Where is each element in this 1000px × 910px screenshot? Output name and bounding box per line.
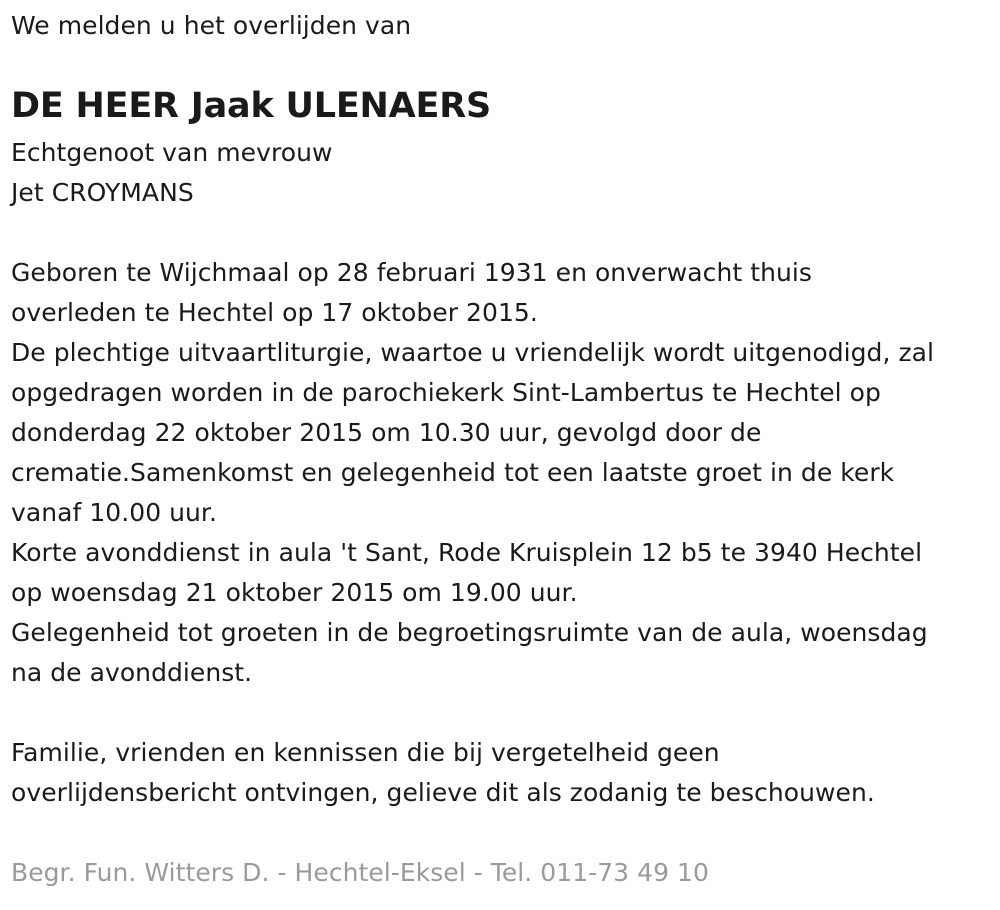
details-line: vanaf 10.00 uur. — [11, 498, 217, 527]
details-line: Geboren te Wijchmaal op 28 februari 1931 en onverwacht thuis — [11, 258, 812, 287]
closing-note — [11, 733, 875, 813]
details-line: op woensdag 21 oktober 2015 om 19.00 uur. — [11, 578, 578, 607]
intro-text: We melden u het overlijden van — [11, 11, 412, 40]
details-line: Gelegenheid tot groeten in de begroetingsruimte van de aula, woensdag — [11, 618, 928, 647]
spouse-line: Echtgenoot van mevrouw — [11, 138, 333, 167]
closing-line: Familie, vrienden en kennissen die bij vergetelheid geen — [11, 738, 720, 767]
details-line: overleden te Hechtel op 17 oktober 2015. — [11, 298, 538, 327]
undertaker-credit: Begr. Fun. Witters D. - Hechtel-Eksel - Tel. 011-73 49 10 — [11, 858, 709, 887]
details-line: na de avonddienst. — [11, 658, 253, 687]
deceased-name: DE HEER Jaak ULENAERS — [11, 86, 491, 126]
spouse-line: Jet CROYMANS — [11, 178, 194, 207]
details-line: De plechtige uitvaartliturgie, waartoe u vriendelijk wordt uitgenodigd, zal — [11, 338, 934, 367]
details-line: donderdag 22 oktober 2015 om 10.30 uur, gevolgd door de — [11, 418, 762, 447]
details-line: Korte avonddienst in aula 't Sant, Rode Kruisplein 12 b5 te 3940 Hechtel — [11, 538, 923, 567]
spouse-block — [11, 133, 332, 213]
details-line: opgedragen worden in de parochiekerk Sint-Lambertus te Hechtel op — [11, 378, 881, 407]
closing-line: overlijdensbericht ontvingen, gelieve dit als zodanig te beschouwen. — [11, 778, 875, 807]
funeral-details — [11, 253, 934, 693]
details-line: crematie.Samenkomst en gelegenheid tot een laatste groet in de kerk — [11, 458, 895, 487]
